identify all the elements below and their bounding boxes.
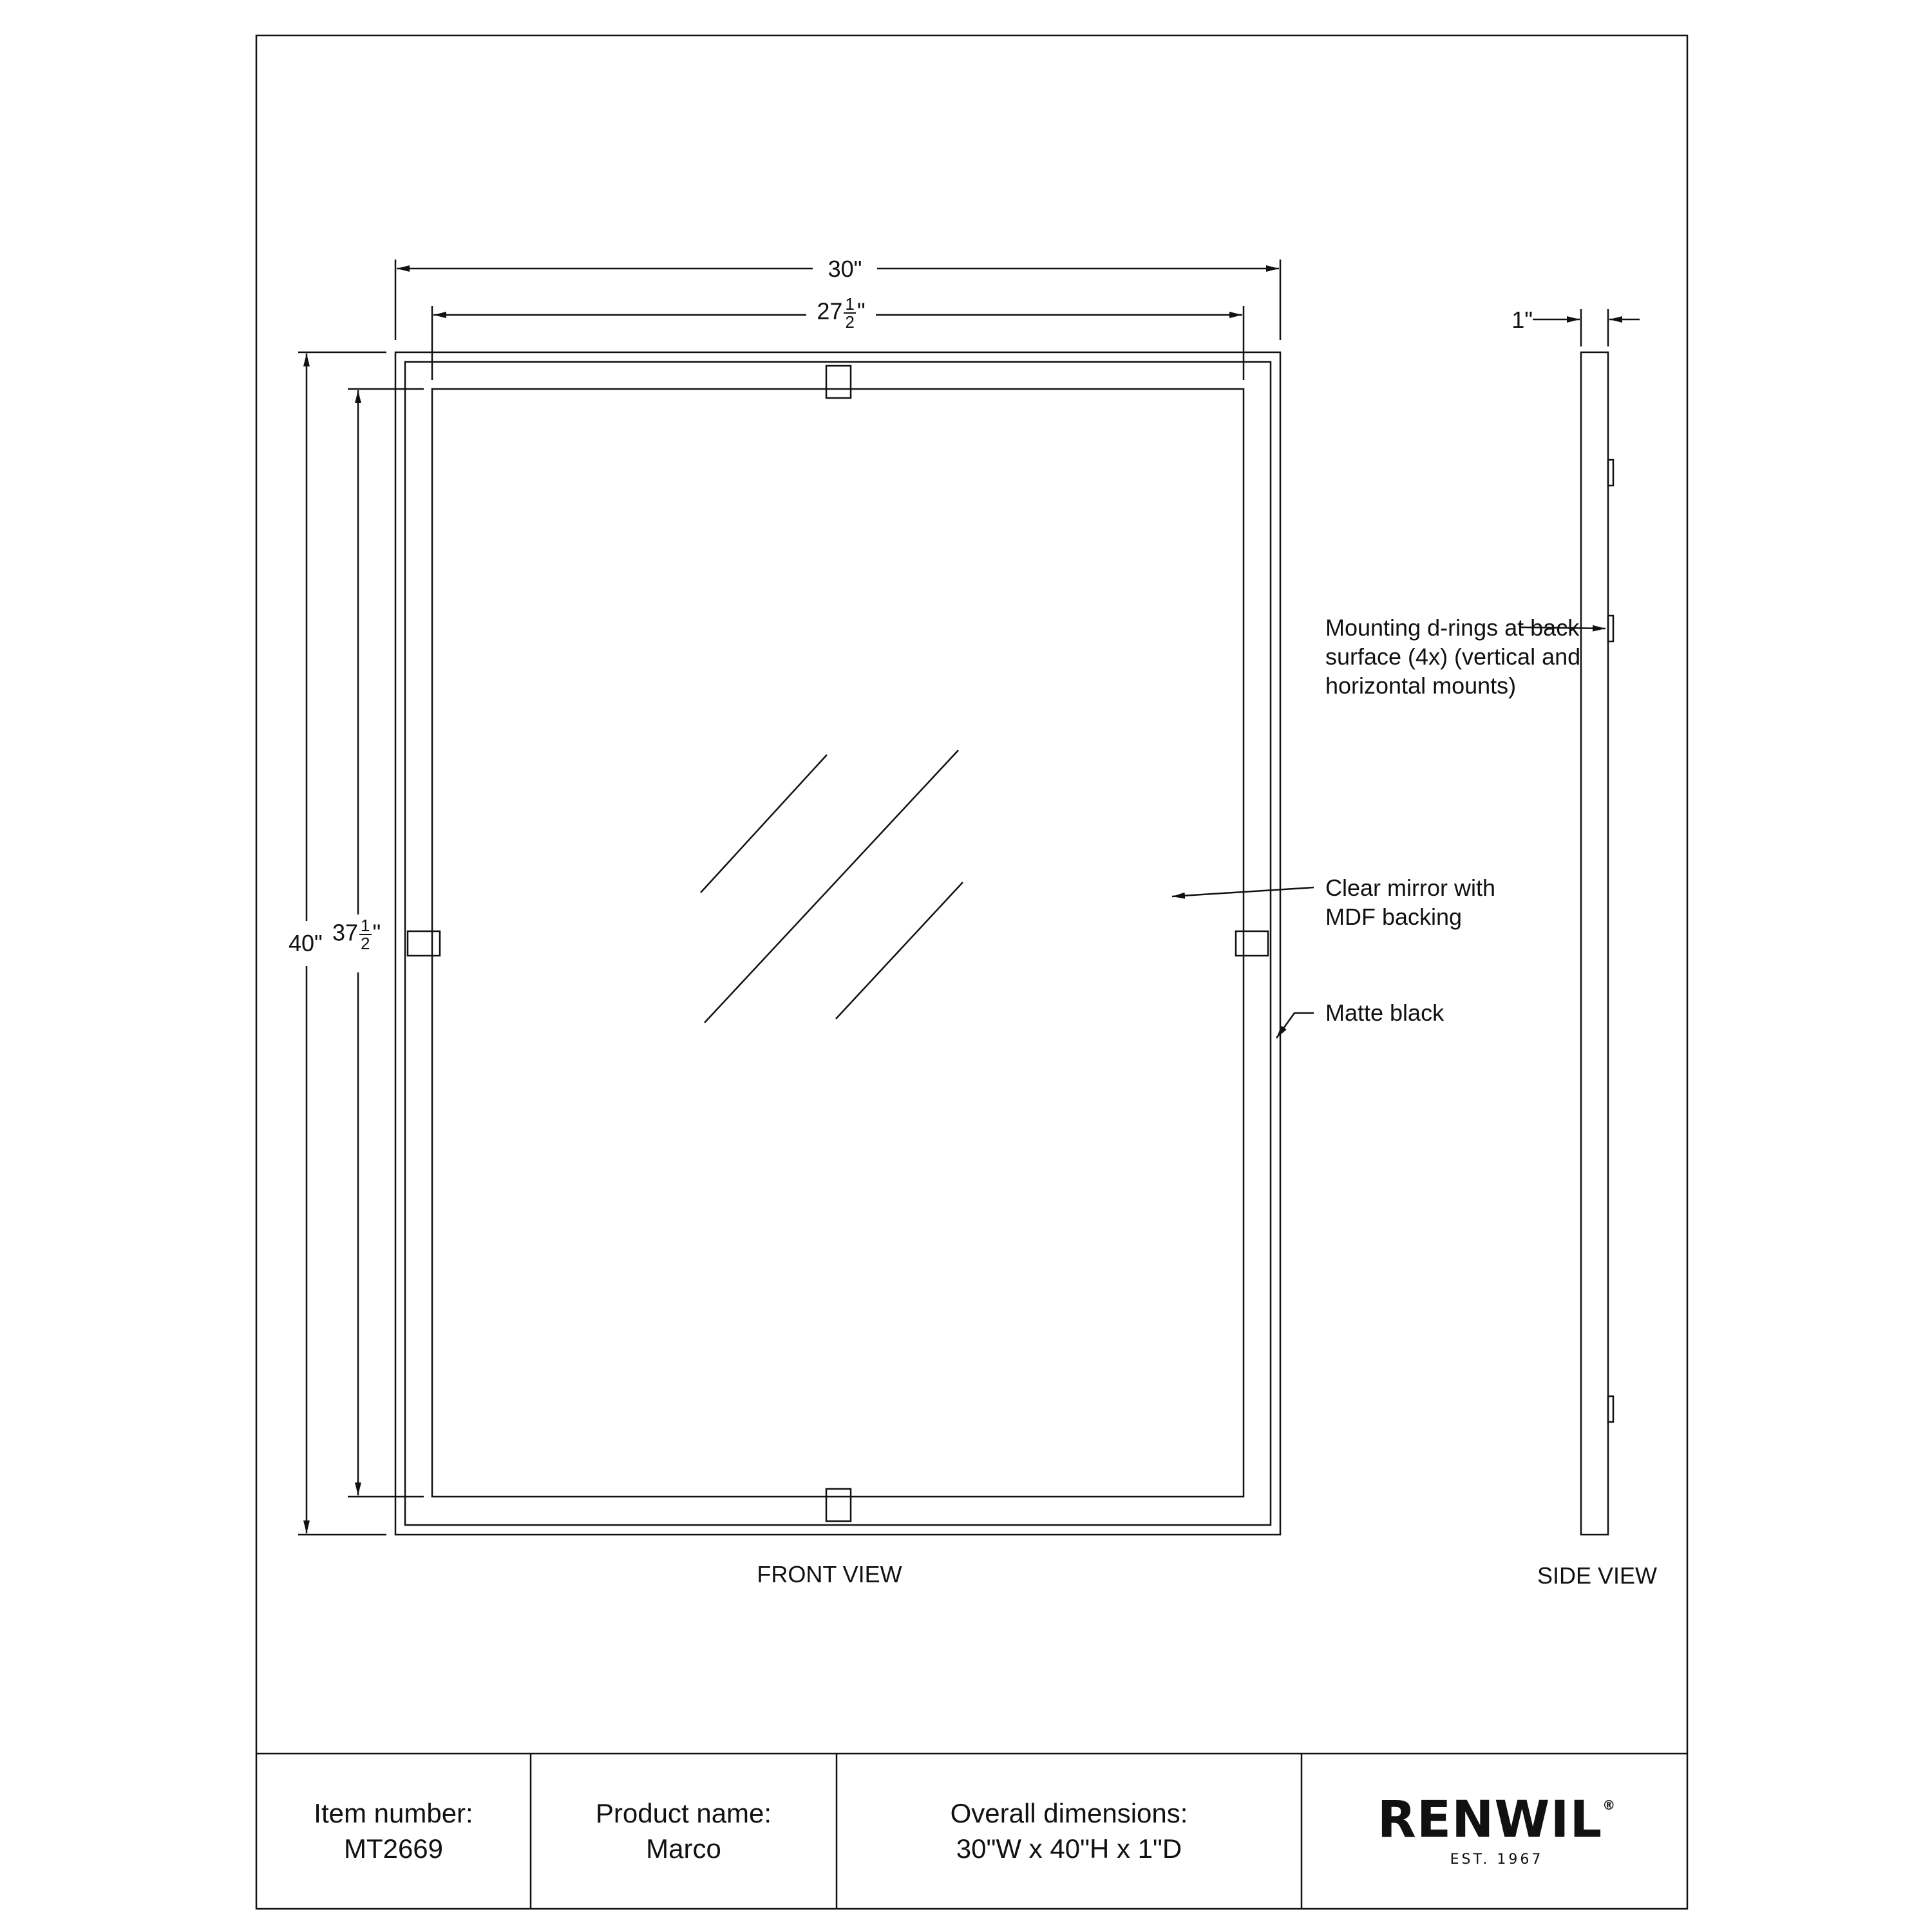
reflection-line-3: [836, 882, 963, 1019]
inner-height-denominator: 2: [361, 934, 370, 953]
side-d-ring-3: [1608, 1396, 1613, 1422]
frame-outer-inset: [405, 362, 1271, 1525]
inner-height-unit: ": [372, 919, 381, 946]
inner-width-denominator: 2: [845, 312, 855, 332]
frame-outer-outline: [395, 352, 1280, 1535]
side-view-profile: [1581, 352, 1608, 1535]
title-cell-product-name: [531, 1754, 837, 1909]
item-number-label: Item number:: [314, 1797, 473, 1828]
title-cell-overall-dimensions: [837, 1754, 1302, 1909]
side-d-ring-2: [1608, 616, 1613, 641]
inner-width-whole: 27: [817, 298, 843, 325]
mirror-clip-left: [408, 931, 440, 956]
brand-established: EST. 1967: [1450, 1852, 1544, 1868]
brand-logo: [1303, 1754, 1690, 1909]
overall-dimensions-label: Overall dimensions:: [950, 1797, 1188, 1828]
brand-name: RENWIL: [1377, 1791, 1603, 1849]
sheet-border: [256, 35, 1687, 1909]
mirror-clip-right: [1236, 931, 1268, 956]
note-mounting-d-rings: Mounting d-rings at back surface (4x) (vertical and horizontal mounts): [1325, 614, 1581, 699]
note-matte-black: Matte black: [1325, 999, 1444, 1026]
note-clear-mirror: Clear mirror with MDF backing: [1325, 875, 1496, 930]
inner-height-numerator: 1: [361, 916, 370, 935]
dim-label-inner-width: [806, 296, 876, 330]
product-name-label: Product name:: [595, 1797, 772, 1828]
inner-width-numerator: 1: [845, 294, 855, 314]
mirror-clip-bottom: [826, 1489, 851, 1521]
item-number-value: MT2669: [343, 1833, 444, 1864]
inner-width-unit: ": [857, 298, 866, 325]
inner-height-whole: 37: [332, 919, 359, 946]
reflection-line-2: [705, 750, 958, 1023]
dim-label-overall-height: 40": [289, 930, 323, 956]
mirror-clip-top: [826, 366, 851, 398]
reflection-line-1: [701, 755, 827, 893]
title-cell-item-number: [256, 1754, 531, 1909]
dim-label-depth: 1": [1511, 307, 1533, 333]
inner-width-fraction: [844, 296, 855, 330]
leader-finish: [1276, 1013, 1314, 1038]
side-view-title: SIDE VIEW: [1537, 1562, 1658, 1589]
registered-mark: ®: [1602, 1797, 1616, 1813]
overall-dimensions-value: 30"W x 40"H x 1"D: [956, 1833, 1182, 1864]
dim-label-inner-height: [332, 917, 390, 952]
inner-height-fraction: [359, 917, 371, 952]
product-name-value: Marco: [646, 1833, 721, 1864]
mirror-glass-outline: [432, 389, 1244, 1497]
front-view-title: FRONT VIEW: [757, 1561, 902, 1587]
brand-wordmark: [1377, 1791, 1616, 1849]
side-d-ring-1: [1608, 460, 1613, 486]
dim-label-overall-width: 30": [828, 256, 862, 282]
